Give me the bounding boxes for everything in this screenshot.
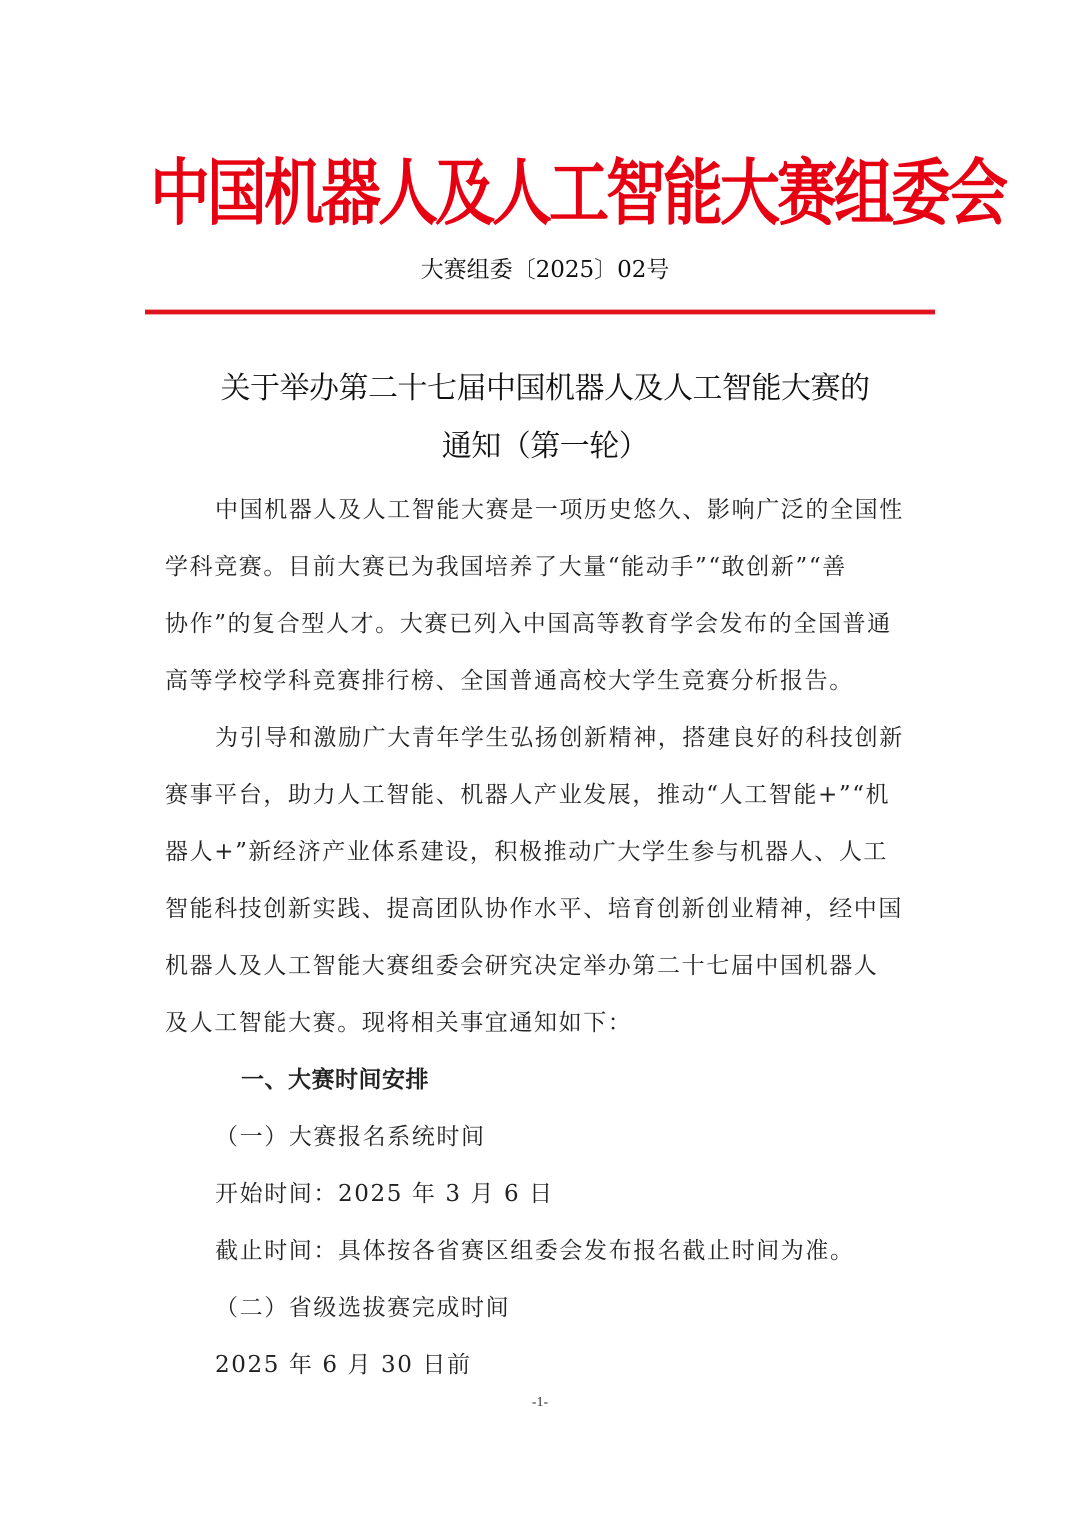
document-body — [165, 482, 915, 1394]
subsection-heading-registration: （一）大赛报名系统时间 — [215, 1124, 486, 1150]
section-schedule — [165, 1052, 915, 1394]
paragraph-line: 机器人及人工智能大赛组委会研究决定举办第二十七届中国机器人 — [165, 953, 879, 979]
subsection-heading-provincial: （二）省级选拔赛完成时间 — [215, 1295, 511, 1321]
page-number: -1- — [531, 1395, 549, 1410]
paragraph-line: 为引导和激励广大青年学生弘扬创新精神，搭建良好的科技创新 — [215, 725, 904, 751]
registration-end-time: 截止时间：具体按各省赛区组委会发布报名截止时间为准。 — [215, 1238, 855, 1264]
paragraph-intro — [165, 482, 915, 710]
document-number: 大赛组委〔2025〕02号 — [420, 257, 670, 283]
section-heading-schedule: 一、大赛时间安排 — [241, 1067, 429, 1093]
paragraph-line: 高等学校学科竞赛排行榜、全国普通高校大学生竞赛分析报告。 — [165, 668, 854, 694]
registration-start-time: 开始时间：2025 年 3 月 6 日 — [215, 1181, 554, 1207]
issuer-header: 中国机器人及人工智能大赛组委会 — [150, 152, 1005, 236]
paragraph-line: 及人工智能大赛。现将相关事宜通知如下： — [165, 1010, 633, 1036]
paragraph-line: 赛事平台，助力人工智能、机器人产业发展，推动“人工智能+”“机 — [165, 782, 891, 808]
paragraph-line: 协作”的复合型人才。大赛已列入中国高等教育学会发布的全国普通 — [165, 611, 892, 637]
red-divider-rule — [145, 310, 935, 314]
notice-title-line-1: 关于举办第二十七届中国机器人及人工智能大赛的 — [220, 371, 870, 406]
paragraph-line: 智能科技创新实践、提高团队协作水平、培育创新创业精神，经中国 — [165, 896, 903, 922]
paragraph-line: 器人+”新经济产业体系建设，积极推动广大学生参与机器人、人工 — [165, 839, 889, 865]
paragraph-line: 学科竞赛。目前大赛已为我国培养了大量“能动手”“敢创新”“善 — [165, 554, 847, 580]
paragraph-line: 中国机器人及人工智能大赛是一项历史悠久、影响广泛的全国性 — [215, 497, 904, 523]
notice-title — [150, 360, 940, 476]
paragraph-purpose — [165, 710, 915, 1052]
provincial-deadline: 2025 年 6 月 30 日前 — [215, 1352, 472, 1378]
notice-title-line-2: 通知（第一轮） — [441, 429, 649, 464]
